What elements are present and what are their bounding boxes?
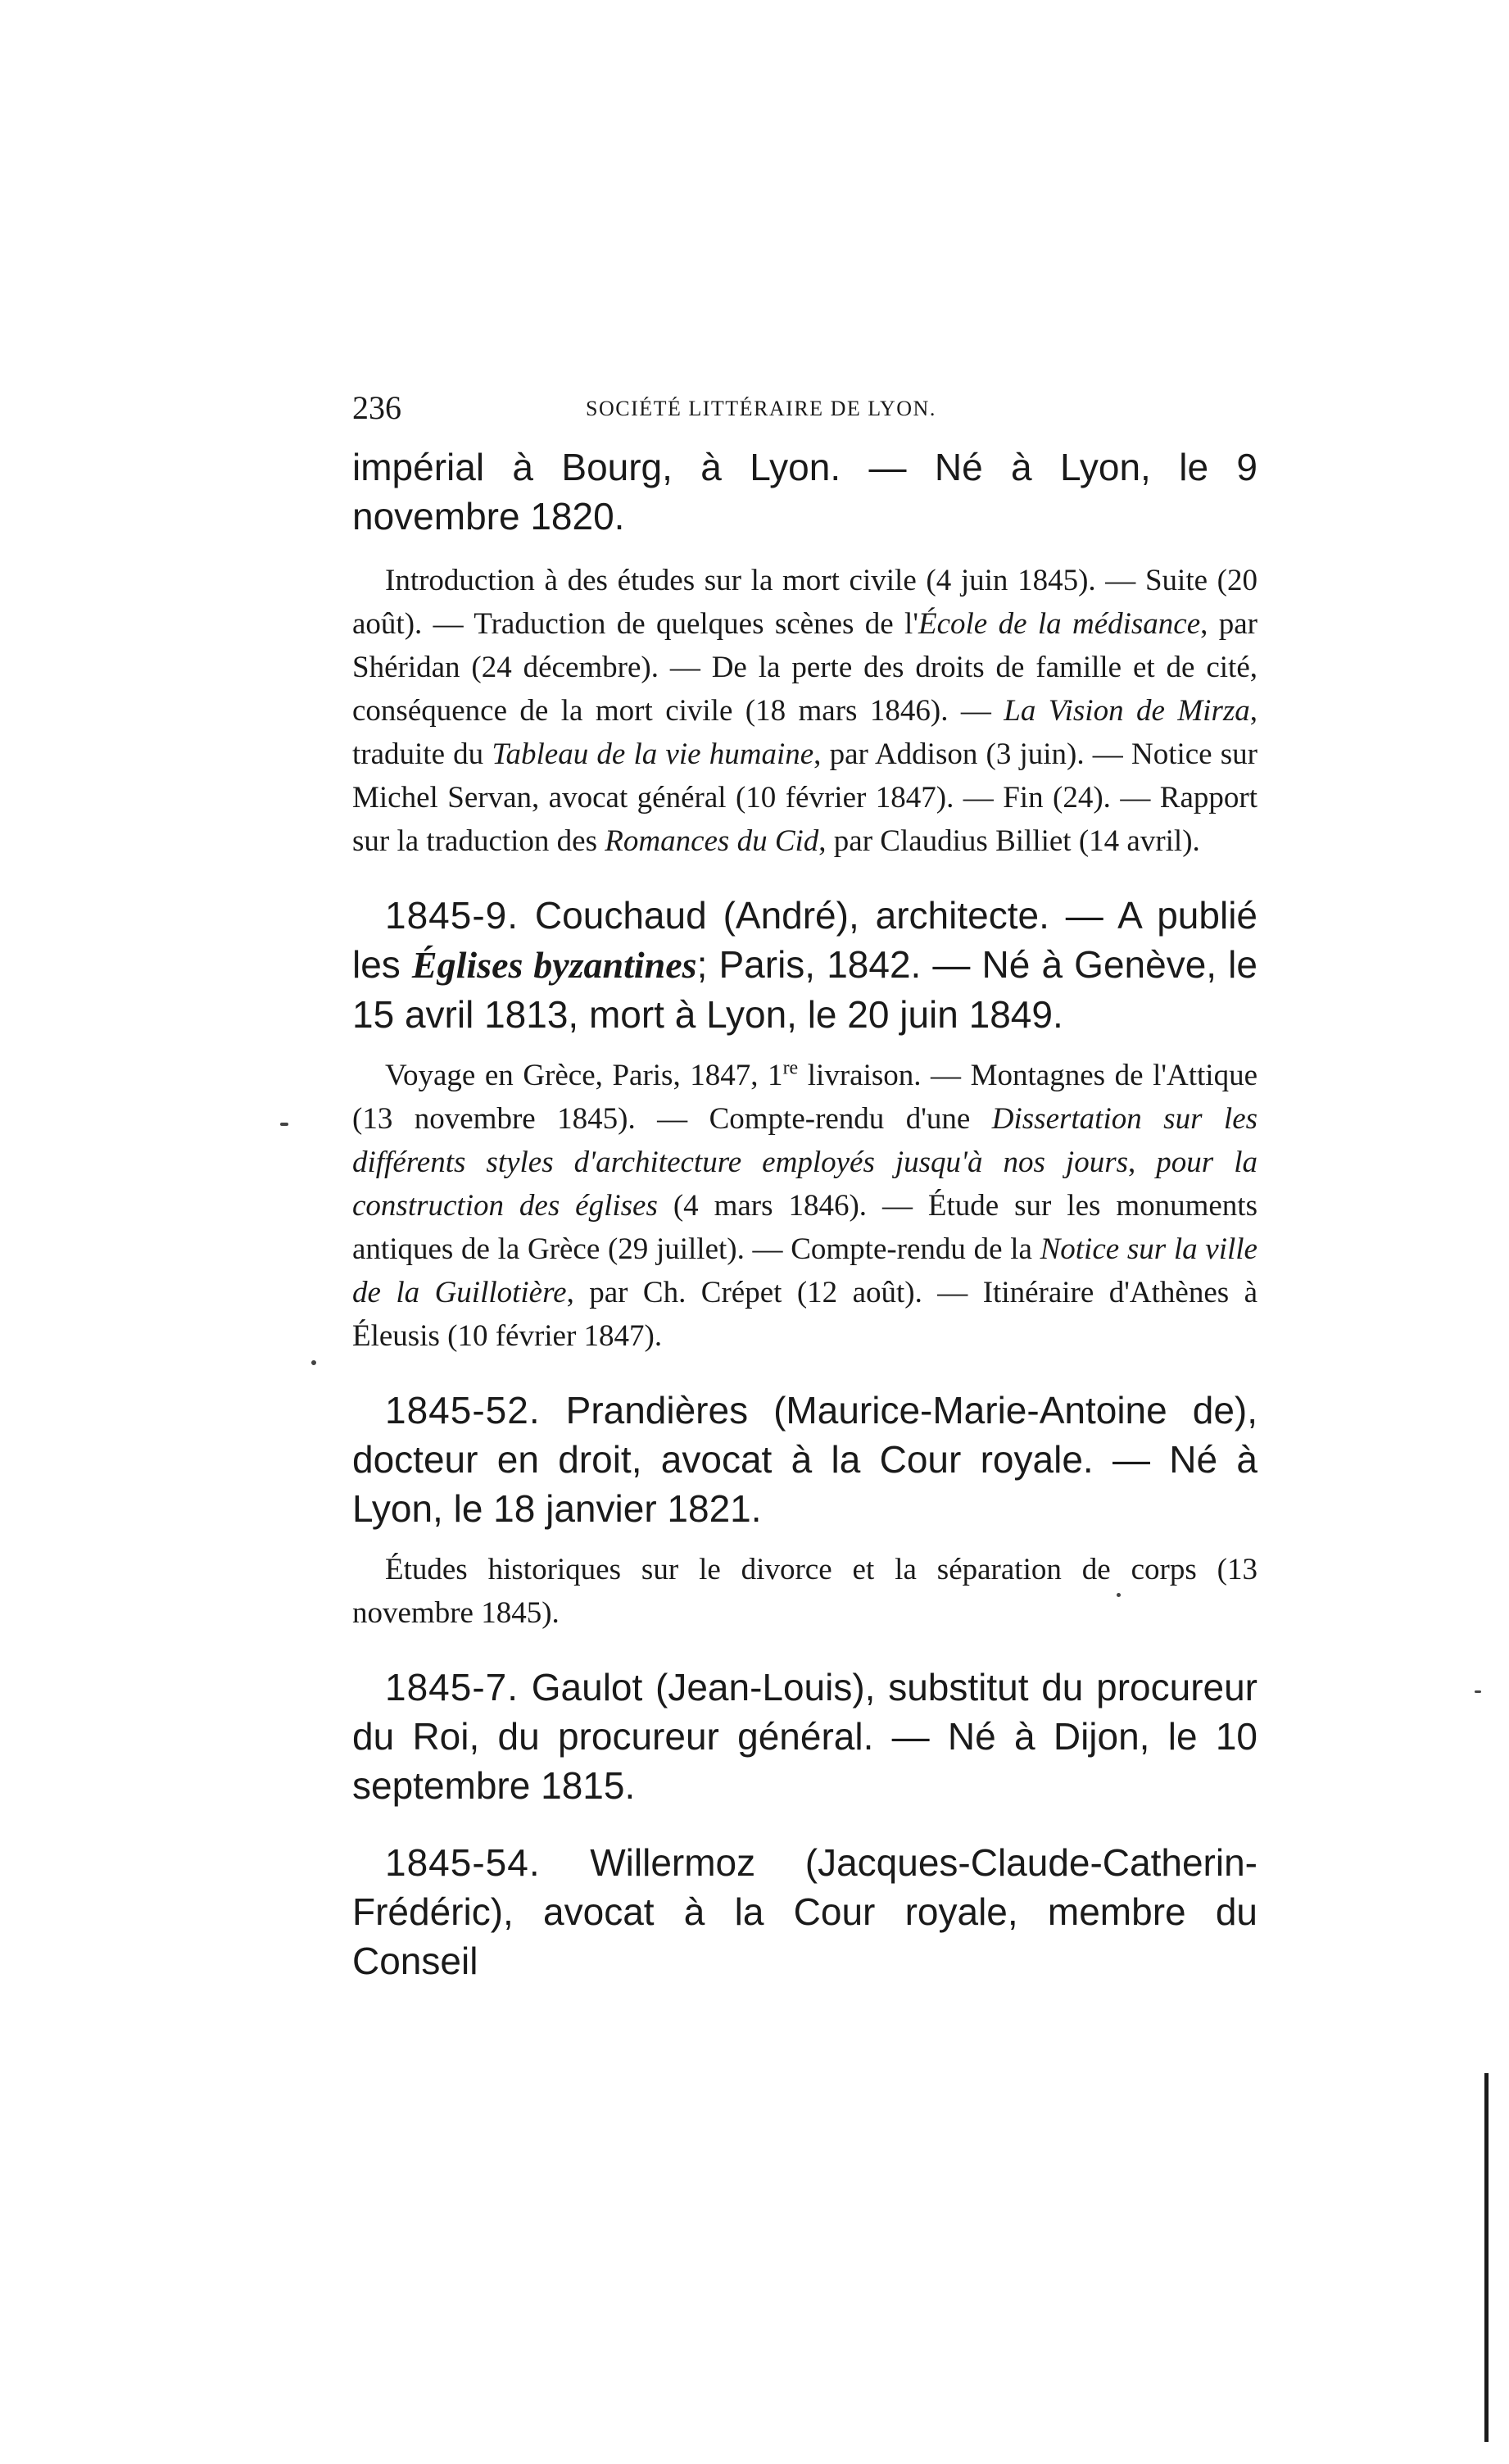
entry-works: Voyage en Grèce, Paris, 1847, 1re livraison. — Montagnes de l'Attique (13 novembre 1845). — Compte-rendu d'une Dissertation sur les différents styles d'architecture employés jusqu'à nos jours, pour la construction des églises (4 mars 1846). — Étude sur les monuments antiques de la Grèce (29 juillet). — Compte-rendu de la Notice sur la ville de la Guillotière, par Ch. Crépet (12 août). — Itinéraire d'Athènes à Éleusis (10 février 1847).	[352, 1057, 1258, 1353]
page-number: 236	[352, 389, 401, 426]
entry-biography: 1845-52. Prandières (Maurice-Marie-Antoine de), docteur en droit, avocat à la Cour royale. — Né à Lyon, le 18 janvier 1821.	[352, 1389, 1258, 1530]
entry-biography: 1845-54. Willermoz (Jacques-Claude-Catherin-Frédéric), avocat à la Cour royale, membre du Conseil	[352, 1841, 1258, 1982]
entry-number: 1845-7.	[385, 1666, 519, 1708]
entry-couchaud	[352, 891, 1258, 1358]
continued-biography: impérial à Bourg, à Lyon. — Né à Lyon, le 9 novembre 1820.	[352, 446, 1258, 538]
scan-speck	[1475, 1690, 1481, 1693]
entry-prandieres	[352, 1386, 1258, 1635]
entry-biography: 1845-7. Gaulot (Jean-Louis), substitut du procureur du Roi, du procureur général. — Né à Dijon, le 10 septembre 1815.	[352, 1666, 1258, 1807]
entry-number: 1845-9.	[385, 894, 519, 937]
scan-edge-mark	[1484, 2073, 1489, 2442]
entry-works: Études historiques sur le divorce et la séparation de corps (13 novembre 1845).	[352, 1553, 1258, 1630]
scan-speck	[1117, 1593, 1121, 1597]
page-header	[352, 388, 1286, 429]
scan-speck	[280, 1123, 288, 1126]
scan-speck	[311, 1360, 316, 1365]
continued-works: Introduction à des études sur la mort civile (4 juin 1845). — Suite (20 août). — Traduction de quelques scènes de l'École de la médisance, par Shéridan (24 décembre). — De la perte des droits de famille et de cité, conséquence de la mort civile (18 mars 1846). — La Vision de Mirza, traduite du Tableau de la vie humaine, par Addison (3 juin). — Notice sur Michel Servan, avocat général (10 février 1847). — Fin (24). — Rapport sur la traduction des Romances du Cid, par Claudius Billiet (14 avril).	[352, 564, 1258, 858]
entry-willermoz	[352, 1838, 1258, 1985]
page-body	[352, 442, 1258, 1985]
entry-biography: 1845-9. Couchaud (André), architecte. — A publié les Églises byzantines; Paris, 1842. — Né à Genève, le 15 avril 1813, mort à Lyon, le 20 juin 1849.	[352, 894, 1258, 1036]
entry-number: 1845-54.	[385, 1841, 541, 1884]
entry-number: 1845-52.	[385, 1389, 541, 1432]
entry-gaulot	[352, 1663, 1258, 1810]
running-title: SOCIÉTÉ LITTÉRAIRE DE LYON.	[586, 397, 936, 420]
